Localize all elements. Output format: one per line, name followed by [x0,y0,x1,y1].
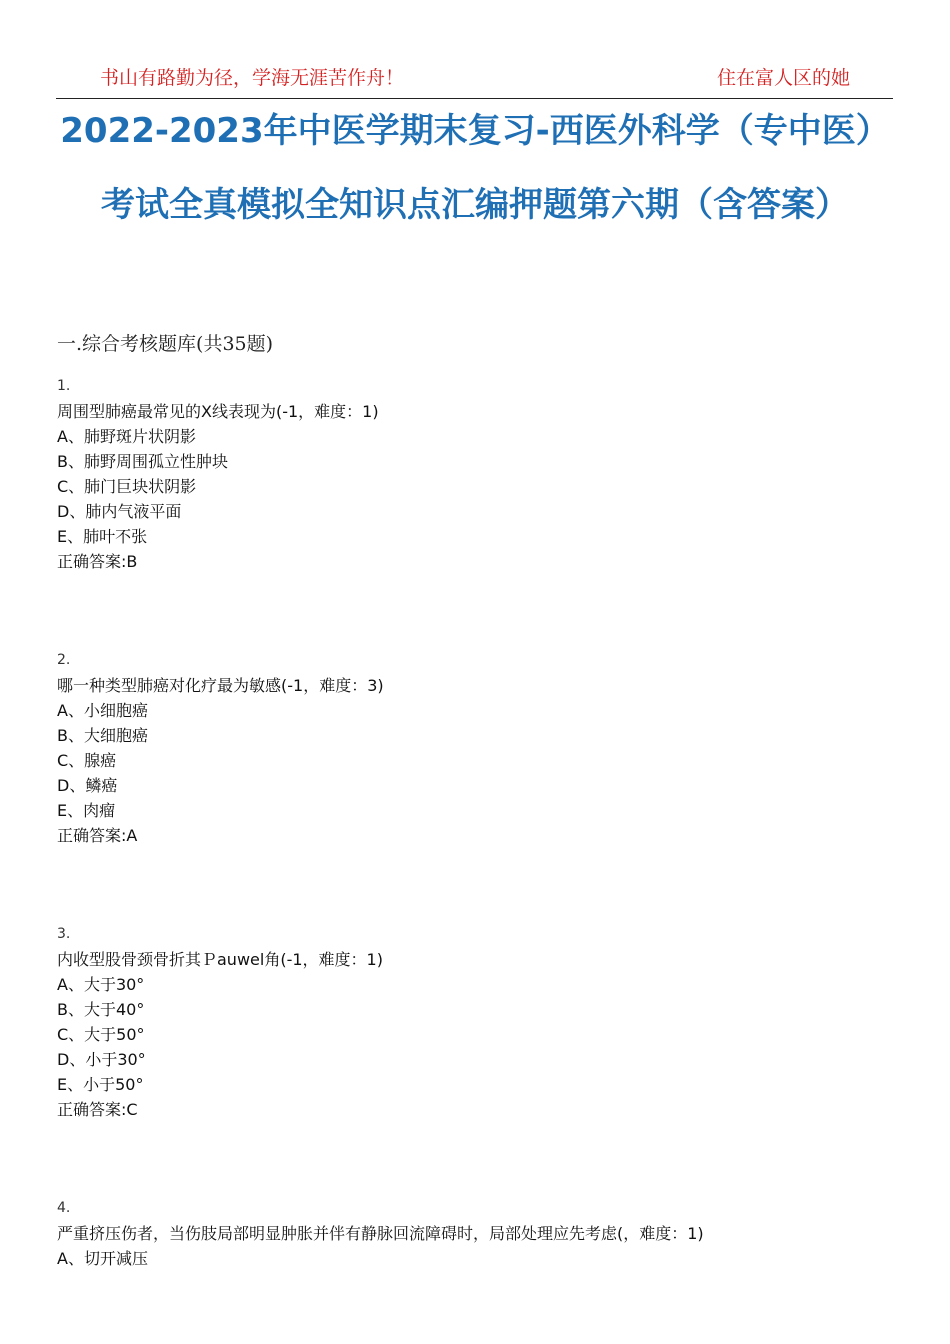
option-e: E、肉瘤 [57,801,116,820]
question-2 [57,648,897,848]
option-c: C、腺癌 [57,751,117,770]
question-stem: 哪一种类型肺癌对化疗最为敏感(-1，难度：3) [57,676,384,695]
question-number: 2. [57,652,71,668]
question-stem: 周围型肺癌最常见的X线表现为(-1，难度：1) [57,402,379,421]
option-a: A、肺野斑片状阴影 [57,427,196,446]
option-c: C、肺门巨块状阴影 [57,477,197,496]
document-title: 2022-2023年中医学期末复习-西医外科学（专中医）考试全真模拟全知识点汇编押题第六期（含答案） [60,111,890,225]
option-d: D、小于30° [57,1050,146,1069]
option-a: A、小细胞癌 [57,701,148,720]
question-3 [57,922,897,1122]
option-b: B、大于40° [57,1000,145,1019]
correct-answer: 正确答案:C [57,1100,138,1119]
question-number: 3. [57,926,71,942]
question-1 [57,374,897,574]
question-number: 1. [57,378,71,394]
option-a: A、大于30° [57,975,145,994]
section-heading: 一.综合考核题库(共35题) [57,333,274,355]
question-number: 4. [57,1200,71,1216]
option-e: E、小于50° [57,1075,144,1094]
option-c: C、大于50° [57,1025,145,1044]
question-4 [57,1196,897,1271]
option-d: D、鳞癌 [57,776,118,795]
header-right-motto: 住在富人区的她 [716,67,850,89]
option-b: B、大细胞癌 [57,726,148,745]
question-stem: 内收型股骨颈骨折其Ｐauwel角(-1，难度：1) [57,950,383,969]
question-stem: 严重挤压伤者，当伤肢局部明显肿胀并伴有静脉回流障碍时，局部处理应先考虑(，难度：1) [57,1224,704,1243]
option-b: B、肺野周围孤立性肿块 [57,452,228,471]
option-a: A、切开减压 [57,1249,148,1268]
correct-answer: 正确答案:B [57,552,138,571]
header-left-motto: 书山有路勤为径，学海无涯苦作舟！ [100,67,405,89]
correct-answer: 正确答案:A [57,826,138,845]
option-d: D、肺内气液平面 [57,502,182,521]
option-e: E、肺叶不张 [57,527,148,546]
